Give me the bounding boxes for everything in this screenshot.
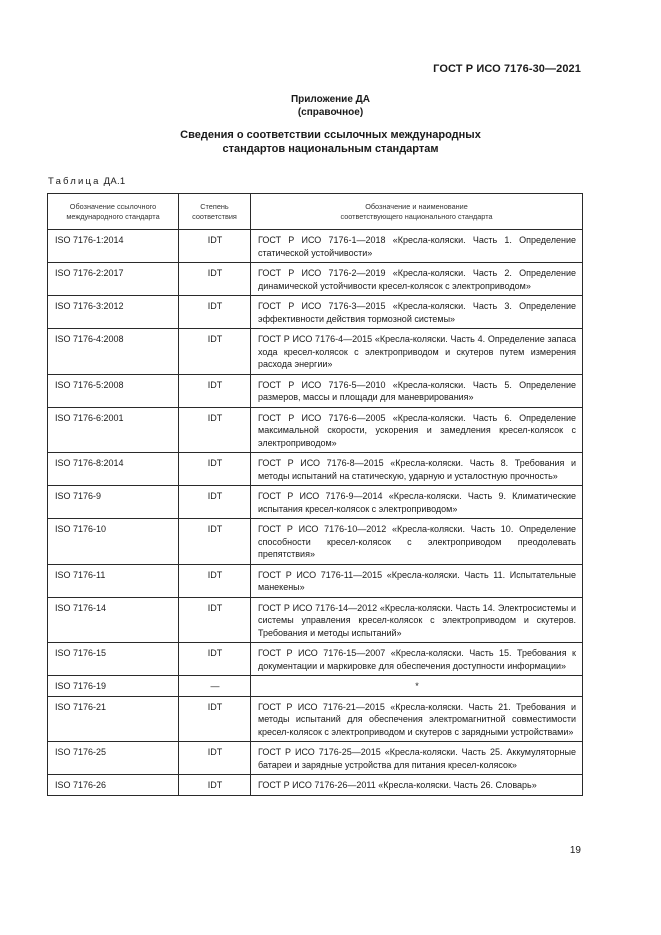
table-label-number: ДА.1 <box>103 176 126 187</box>
degree-cell: IDT <box>179 643 251 676</box>
national-standard-cell: ГОСТ Р ИСО 7176-3—2015 «Кресла-коляски. Часть 3. Определение эффективности действия тормозной системы» <box>251 296 583 329</box>
intl-standard-cell: ISO 7176-26 <box>48 775 179 796</box>
national-standard-cell: ГОСТ Р ИСО 7176-26—2011 «Кресла-коляски. Часть 26. Словарь» <box>251 775 583 796</box>
table-row <box>48 407 583 453</box>
national-standard-cell: ГОСТ Р ИСО 7176-2—2019 «Кресла-коляски. Часть 2. Определение динамической устойчивости кресел-колясок с электроприводом» <box>251 263 583 296</box>
table-row <box>48 742 583 775</box>
degree-cell: IDT <box>179 329 251 375</box>
degree-cell: IDT <box>179 696 251 742</box>
table-row <box>48 597 583 643</box>
national-standard-cell: ГОСТ Р ИСО 7176-1—2018 «Кресла-коляски. Часть 1. Определение статической устойчивости» <box>251 230 583 263</box>
intl-standard-cell: ISO 7176-2:2017 <box>48 263 179 296</box>
degree-cell: IDT <box>179 742 251 775</box>
annex-title: Приложение ДА <box>290 94 371 105</box>
table-row <box>48 230 583 263</box>
intl-standard-cell: ISO 7176-9 <box>48 486 179 519</box>
degree-cell: IDT <box>179 263 251 296</box>
annex-note: (справочное) <box>297 107 364 118</box>
intl-standard-cell: ISO 7176-10 <box>48 519 179 565</box>
national-standard-cell: ГОСТ Р ИСО 7176-5—2010 «Кресла-коляски. Часть 5. Определение размеров, массы и площади для маневрирования» <box>251 374 583 407</box>
intl-standard-cell: ISO 7176-15 <box>48 643 179 676</box>
national-standard-cell: ГОСТ Р ИСО 7176-4—2015 «Кресла-коляски. Часть 4. Определение запаса хода кресел-колясок с электроприводом и скутеров путем измерения расхода энергии» <box>251 329 583 375</box>
page-number: 19 <box>569 845 581 856</box>
national-standard-cell: ГОСТ Р ИСО 7176-14—2012 «Кресла-коляски. Часть 14. Электросистемы и системы управления кресел-колясок с электроприводом и скутеров. Требования и методы испытаний» <box>251 597 583 643</box>
national-standard-cell: ГОСТ Р ИСО 7176-15—2007 «Кресла-коляски. Часть 15. Требования к документации и маркировке для обеспечения доступности информации» <box>251 643 583 676</box>
degree-cell: IDT <box>179 597 251 643</box>
table-label-word: Таблица <box>48 176 101 187</box>
national-standard-cell: ГОСТ Р ИСО 7176-21—2015 «Кресла-коляски. Часть 21. Требования и методы испытаний для обеспечения электромагнитной совместимости кресел-колясок с электроприводом и скутеров с зарядными устройствами» <box>251 696 583 742</box>
intl-standard-cell: ISO 7176-21 <box>48 696 179 742</box>
intl-standard-cell: ISO 7176-4:2008 <box>48 329 179 375</box>
intl-standard-cell: ISO 7176-3:2012 <box>48 296 179 329</box>
table-label <box>48 176 126 187</box>
degree-cell: IDT <box>179 486 251 519</box>
degree-cell: IDT <box>179 453 251 486</box>
table-row <box>48 329 583 375</box>
table-row <box>48 564 583 597</box>
column-header-international: Обозначение ссылочного международного стандарта <box>48 194 179 230</box>
national-standard-cell: ГОСТ Р ИСО 7176-25—2015 «Кресла-коляски. Часть 25. Аккумуляторные батареи и зарядные устройства для питания кресел-колясок» <box>251 742 583 775</box>
table-row <box>48 453 583 486</box>
national-standard-cell: ГОСТ Р ИСО 7176-9—2014 «Кресла-коляски. Часть 9. Климатические испытания кресел-колясок с электроприводом» <box>251 486 583 519</box>
national-standard-cell: * <box>251 676 583 697</box>
table-row <box>48 374 583 407</box>
table-row <box>48 296 583 329</box>
table-row <box>48 486 583 519</box>
national-standard-cell: ГОСТ Р ИСО 7176-10—2012 «Кресла-коляски. Часть 10. Определение способности кресел-колясок с электроприводом преодолевать препятствия» <box>251 519 583 565</box>
degree-cell: IDT <box>179 519 251 565</box>
degree-cell: IDT <box>179 230 251 263</box>
section-title-line-1: Сведения о соответствии ссылочных международных <box>180 129 481 141</box>
degree-cell: IDT <box>179 407 251 453</box>
table-row <box>48 696 583 742</box>
column-header-national: Обозначение и наименование соответствующего национального стандарта <box>251 194 583 230</box>
intl-standard-cell: ISO 7176-5:2008 <box>48 374 179 407</box>
column-header-degree: Степень соответствия <box>179 194 251 230</box>
degree-cell: IDT <box>179 564 251 597</box>
intl-standard-cell: ISO 7176-19 <box>48 676 179 697</box>
degree-cell: IDT <box>179 296 251 329</box>
intl-standard-cell: ISO 7176-14 <box>48 597 179 643</box>
table-row <box>48 519 583 565</box>
table-row <box>48 775 583 796</box>
intl-standard-cell: ISO 7176-11 <box>48 564 179 597</box>
document-id-header: ГОСТ Р ИСО 7176-30—2021 <box>433 63 581 75</box>
intl-standard-cell: ISO 7176-1:2014 <box>48 230 179 263</box>
intl-standard-cell: ISO 7176-6:2001 <box>48 407 179 453</box>
table-row <box>48 263 583 296</box>
table-row <box>48 676 583 697</box>
degree-cell: IDT <box>179 374 251 407</box>
section-title <box>0 128 661 156</box>
degree-cell: — <box>179 676 251 697</box>
intl-standard-cell: ISO 7176-8:2014 <box>48 453 179 486</box>
degree-cell: IDT <box>179 775 251 796</box>
annex-heading <box>0 93 661 119</box>
section-title-line-2: стандартов национальным стандартам <box>222 143 439 155</box>
national-standard-cell: ГОСТ Р ИСО 7176-11—2015 «Кресла-коляски. Часть 11. Испытательные манекены» <box>251 564 583 597</box>
correspondence-table <box>47 193 583 796</box>
intl-standard-cell: ISO 7176-25 <box>48 742 179 775</box>
table-header-row <box>48 194 583 230</box>
national-standard-cell: ГОСТ Р ИСО 7176-8—2015 «Кресла-коляски. Часть 8. Требования и методы испытаний на статическую, ударную и усталостную прочность» <box>251 453 583 486</box>
table-row <box>48 643 583 676</box>
national-standard-cell: ГОСТ Р ИСО 7176-6—2005 «Кресла-коляски. Часть 6. Определение максимальной скорости, ускорения и замедления кресел-колясок с электроприводом» <box>251 407 583 453</box>
